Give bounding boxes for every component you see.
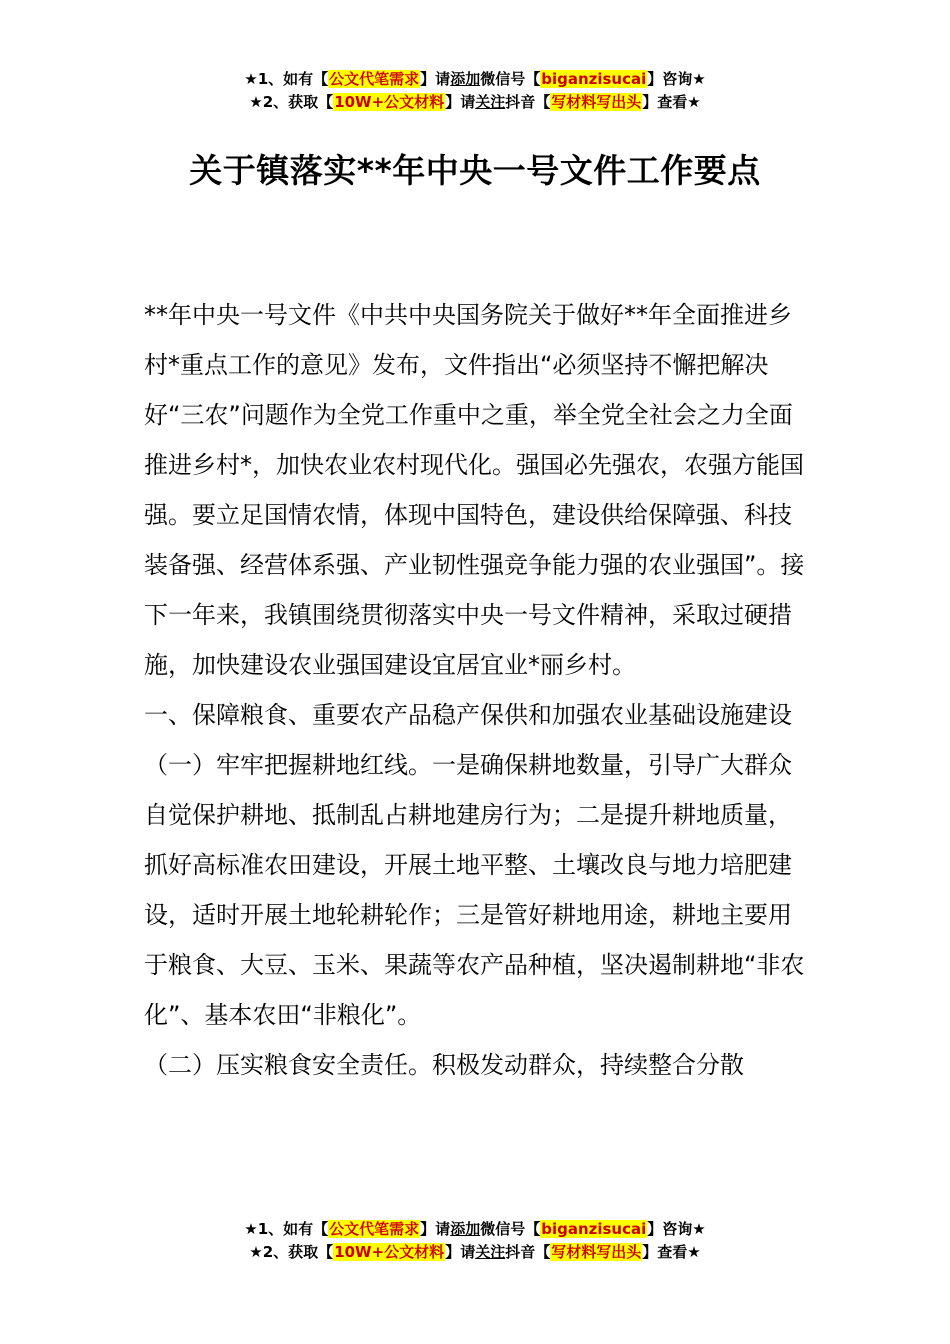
promo-text: 】咨询★	[647, 70, 706, 88]
body-paragraph: **年中央一号文件《中共中央国务院关于做好**年全面推进乡村*重点工作的意见》发布，文件指出“必须坚持不懈把解决好“三农”问题作为全党工作重中之重，举全党全社会之力全面推进乡村*，加快农业农村现代化。强国必先强农，农强方能国强。要立足国情农情，体现中国特色，建设供给保障强、科技装备强、经营体系强、产业韧性强竞争能力强的农业强国”。接下一年来，我镇围绕贯彻落实中央一号文件精神，采取过硬措施，加快建设农业强国建设宜居宜业*丽乡村。	[144, 301, 805, 679]
document-title: 关于镇落实**年中央一号文件工作要点	[189, 151, 761, 190]
body-paragraph: （一）牢牢把握耕地红线。一是确保耕地数量，引导广大群众自觉保护耕地、抵制乱占耕地建房行为；二是提升耕地质量，抓好高标准农田建设，开展土地平整、土壤改良与地力培肥建设，适时开展土地轮耕轮作；三是管好耕地用途，耕地主要用于粮食、大豆、玉米、果蔬等农产品种植，坚决遏制耕地“非农化”、基本农田“非粮化”。	[144, 751, 805, 1029]
promo-text: 】请	[420, 70, 451, 88]
promo-banner-top	[0, 68, 950, 114]
promo-text: 抖音【	[505, 1243, 551, 1261]
document-body	[144, 290, 812, 1090]
promo-highlight: biganzisucai	[541, 70, 647, 88]
promo-line-2	[0, 1241, 950, 1264]
promo-line-2	[0, 91, 950, 114]
promo-text: ★1、如有【	[244, 70, 329, 88]
promo-highlight: 10W+公文材料	[334, 93, 445, 111]
promo-highlight: biganzisucai	[541, 1220, 647, 1238]
body-paragraph: （二）压实粮食安全责任。积极发动群众，持续整合分散	[144, 1051, 744, 1079]
promo-underlined: 关注	[475, 1243, 506, 1261]
promo-text: 】查看★	[642, 1243, 701, 1261]
promo-highlight: 写材料写出头	[551, 93, 642, 111]
promo-underlined: 添加	[450, 1220, 481, 1238]
section-heading: 一、保障粮食、重要农产品稳产保供和加强农业基础设施建设	[144, 701, 792, 729]
promo-line-1	[0, 1218, 950, 1241]
promo-text: 抖音【	[505, 93, 551, 111]
promo-text: 微信号【	[480, 70, 541, 88]
promo-highlight: 写材料写出头	[551, 1243, 642, 1261]
promo-text: 】咨询★	[647, 1220, 706, 1238]
promo-text: ★1、如有【	[244, 1220, 329, 1238]
promo-text: 微信号【	[480, 1220, 541, 1238]
promo-line-1	[0, 68, 950, 91]
promo-text: ★2、获取【	[249, 1243, 334, 1261]
promo-text: ★2、获取【	[249, 93, 334, 111]
promo-underlined: 关注	[475, 93, 506, 111]
promo-highlight: 10W+公文材料	[334, 1243, 445, 1261]
promo-highlight: 公文代笔需求	[329, 70, 420, 88]
promo-text: 】请	[445, 1243, 476, 1261]
promo-text: 】请	[445, 93, 476, 111]
promo-highlight: 公文代笔需求	[329, 1220, 420, 1238]
promo-banner-bottom	[0, 1218, 950, 1264]
promo-text: 】请	[420, 1220, 451, 1238]
promo-text: 】查看★	[642, 93, 701, 111]
promo-underlined: 添加	[450, 70, 481, 88]
